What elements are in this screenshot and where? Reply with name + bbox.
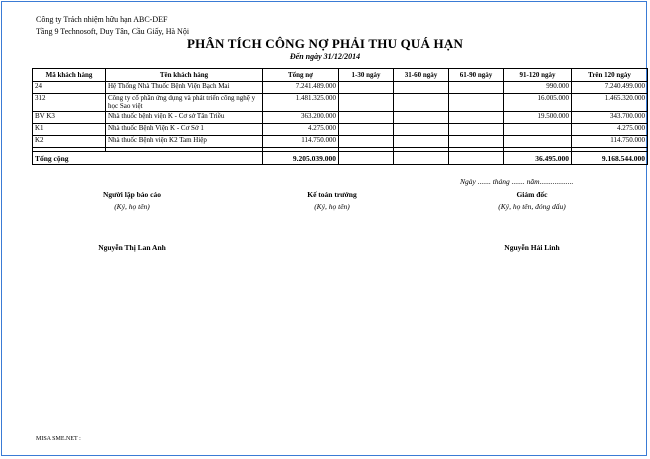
debt-over-120: 4.275.000 (572, 124, 648, 136)
debt-61-90 (449, 136, 504, 148)
receivables-table (32, 68, 648, 165)
debt-91-120 (504, 136, 572, 148)
header-61-90-days: 61-90 ngày (449, 69, 504, 82)
debt-31-60 (394, 112, 449, 124)
grand-total-1-30 (339, 152, 394, 165)
customer-name: Nhà thuốc Bệnh Viện K - Cơ Sở 1 (106, 124, 263, 136)
table-total-row (33, 152, 648, 165)
customer-name: Nhà thuốc bệnh viện K - Cơ sở Tân Triều (106, 112, 263, 124)
total-debt: 114.750.000 (263, 136, 339, 148)
company-address: Tầng 9 Technosoft, Duy Tân, Cầu Giấy, Hà Nội (36, 27, 190, 36)
debt-91-120: 19.500.000 (504, 112, 572, 124)
total-debt: 4.275.000 (263, 124, 339, 136)
header-customer-name: Tên khách hàng (106, 69, 263, 82)
grand-total-91-120: 36.495.000 (504, 152, 572, 165)
table-row (33, 82, 648, 94)
table-row (33, 124, 648, 136)
preparer-note: (Ký, họ tên) (114, 202, 150, 211)
preparer-name: Nguyễn Thị Lan Anh (98, 243, 166, 252)
total-debt: 1.481.325.000 (263, 94, 339, 112)
table-row (33, 136, 648, 148)
debt-over-120: 343.700.000 (572, 112, 648, 124)
table-header-row (33, 69, 648, 82)
total-debt: 363.200.000 (263, 112, 339, 124)
table-row (33, 112, 648, 124)
accountant-role: Kế toán trưởng (307, 190, 357, 199)
director-signature-block (457, 189, 607, 213)
company-name: Công ty Trách nhiệm hữu hạn ABC-DEF (36, 15, 168, 24)
report-title: PHÂN TÍCH CÔNG NỢ PHẢI THU QUÁ HẠN (186, 36, 464, 51)
customer-code: K1 (33, 124, 106, 136)
debt-1-30 (339, 112, 394, 124)
preparer-role: Người lập báo cáo (102, 190, 162, 199)
debt-61-90 (449, 124, 504, 136)
header-31-60-days: 31-60 ngày (394, 69, 449, 82)
total-label: Tổng cộng (33, 152, 263, 165)
table-row (33, 94, 648, 112)
debt-31-60 (394, 136, 449, 148)
customer-code: BV K3 (33, 112, 106, 124)
header-customer-code: Mã khách hàng (33, 69, 106, 82)
director-note: (Ký, họ tên, đóng dấu) (498, 202, 566, 211)
customer-name: Nhà thuốc Bệnh viện K2 Tam Hiệp (106, 136, 263, 148)
accountant-signature-block (262, 189, 402, 213)
debt-over-120: 1.465.320.000 (572, 94, 648, 112)
debt-1-30 (339, 136, 394, 148)
report-subtitle: Đến ngày 31/12/2014 (289, 52, 361, 61)
director-role: Giám đốc (516, 190, 548, 199)
debt-91-120 (504, 124, 572, 136)
report-page (1, 1, 647, 456)
grand-total-over-120: 9.168.544.000 (572, 152, 648, 165)
total-debt: 7.241.489.000 (263, 82, 339, 94)
director-name: Nguyễn Hải Linh (504, 243, 560, 252)
grand-total-61-90 (449, 152, 504, 165)
debt-over-120: 7.240.499.000 (572, 82, 648, 94)
signature-dateline: Ngày ....... tháng ....... năm.................. (460, 177, 574, 186)
header-1-30-days: 1-30 ngày (339, 69, 394, 82)
debt-31-60 (394, 94, 449, 112)
customer-code: 24 (33, 82, 106, 94)
debt-31-60 (394, 124, 449, 136)
header-91-120-days: 91-120 ngày (504, 69, 572, 82)
grand-total-debt: 9.205.039.000 (263, 152, 339, 165)
customer-name: Công ty cổ phần ứng dụng và phát triển công nghệ y học Sao việt (106, 94, 263, 112)
debt-91-120: 990.000 (504, 82, 572, 94)
customer-code: K2 (33, 136, 106, 148)
header-over-120-days: Trên 120 ngày (572, 69, 648, 82)
customer-code: 312 (33, 94, 106, 112)
preparer-signature-block (62, 189, 202, 213)
grand-total-31-60 (394, 152, 449, 165)
software-footer: MISA SME.NET : (36, 436, 81, 442)
debt-61-90 (449, 94, 504, 112)
header-total-debt: Tổng nợ (263, 69, 339, 82)
debt-1-30 (339, 82, 394, 94)
accountant-note: (Ký, họ tên) (314, 202, 350, 211)
company-info (36, 14, 189, 38)
debt-1-30 (339, 94, 394, 112)
debt-31-60 (394, 82, 449, 94)
debt-61-90 (449, 82, 504, 94)
debt-61-90 (449, 112, 504, 124)
debt-91-120: 16.005.000 (504, 94, 572, 112)
debt-over-120: 114.750.000 (572, 136, 648, 148)
customer-name: Hệ Thống Nhà Thuốc Bệnh Viện Bạch Mai (106, 82, 263, 94)
debt-1-30 (339, 124, 394, 136)
